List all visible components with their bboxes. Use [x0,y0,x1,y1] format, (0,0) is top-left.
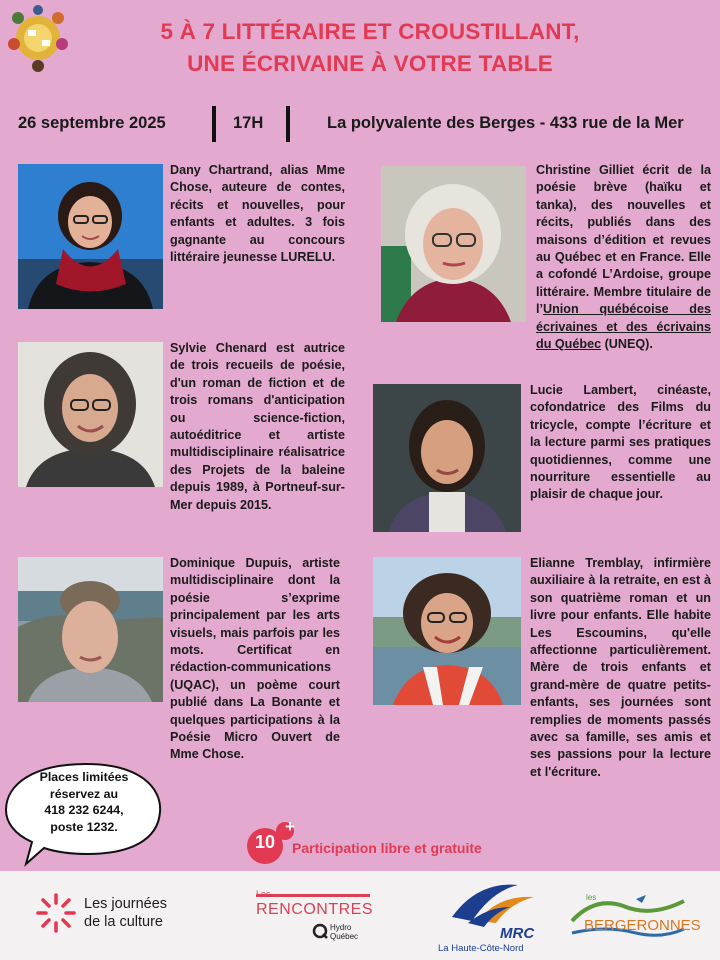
event-info [0,106,720,142]
bio-sylvie-chenard: Sylvie Chenard est autrice de trois recueils de poésie, d'un roman de fiction et de trois romans d'anticipation ou science-fiction, autoéditrice et artiste multidisciplinaire réalisatrice des Projets de la baleine depuis 1989, à Portneuf-sur-Mer depuis 2015. [170,341,345,512]
bergeronnes-small: les [586,893,597,902]
participation-text: Participation libre et gratuite [292,840,482,856]
age-badge-plus: + [285,817,295,836]
hydro-quebec-text [330,923,358,941]
hydro-line: Hydro [330,923,352,932]
culture-line: Les journées [84,896,168,912]
mrc-subtitle: La Haute-Côte-Nord [438,943,524,954]
phone-number: 418 232 6244, [44,803,124,817]
hydro-quebec-icon [312,923,328,939]
rencontres-rule [256,894,370,897]
culture-line: de la culture [84,914,163,930]
bio-christine-text: Christine Gilliet écrit de la poésie brève (haïku et tanka), des nouvelles et récits, publiés dans des maisons d’édition et revues au Québec et en France. Elle a cofondé L’Ardoise, groupe littéraire. Membre titulaire de l’ [536,163,711,317]
photo-christine-gilliet [381,166,526,322]
table-logo [4,4,72,72]
mrc-logo: MRC [500,925,535,942]
title-line-1: 5 À 7 LITTÉRAIRE ET CROUSTILLANT, [160,19,580,44]
hydro-line: Québec [330,932,359,941]
culture-logo-text [84,895,167,931]
bubble-line: Places limitées [39,770,129,784]
bio-dany-chartrand: Dany Chartrand, alias Mme Chose, auteure de contes, récits et nouvelles, pour enfants et adultes. 3 fois gagnante au concours littéraire jeunesse LURELU. [170,163,345,265]
page-title [90,16,650,80]
event-time: 17H [233,114,264,132]
bio-christine-gilliet [536,162,711,353]
bubble-line: réservez au [49,786,119,801]
photo-dominique-dupuis [18,557,163,702]
bergeronnes-logo: BERGERONNES [584,917,701,934]
bio-elianne-tremblay: Elianne Tremblay, infirmière auxiliaire à la retraite, en est à son quatrième roman et un livre pour enfants. Elle habite Les Escoumins, qu'elle affectionne particulièrement. Mère de trois enfants et grand-mère de quatre petits-enfants, ses journées sont remplies de moments passés avec sa famille, ses amis et ses passions pour la lecture et l'écriture. [530,556,711,779]
sponsor-footer [0,871,720,960]
bio-dominique-dupuis: Dominique Dupuis, artiste multidisciplinaire dont la poésie s’exprime principalement par les arts visuels, mais parfois par les mots. Certificat en rédaction-communications (UQAC), un poème court publié dans La Bonante et quelques participations à la Poésie Micro Ouvert de Mme Chose. [170,556,340,762]
event-date: 26 septembre 2025 [18,114,166,132]
reservation-text [24,769,144,835]
uneq-link[interactable]: Union québécoise des écrivaines et des écrivains du Québec [536,302,711,352]
photo-sylvie-chenard [18,342,163,487]
age-badge-number: 10 [254,832,276,852]
divider [212,106,216,142]
photo-lucie-lambert [373,384,521,532]
event-venue: La polyvalente des Berges - 433 rue de la Mer [327,114,684,132]
rencontres-logo: RENCONTRES [256,901,374,918]
bio-lucie-lambert: Lucie Lambert, cinéaste, cofondatrice des Films du tricycle, compte l’écriture et la lecture parmi ses pratiques quotidiennes, comme une nourriture essentielle au plaisir de chaque jour. [530,383,711,502]
title-line-2: UNE ÉCRIVAINE À VOTRE TABLE [187,51,553,76]
divider [286,106,290,142]
culture-sunburst-icon [34,891,78,935]
bio-christine-end: (UNEQ). [601,337,653,352]
bubble-line: poste 1232. [50,819,118,834]
photo-dany-chartrand [18,164,163,309]
photo-elianne-tremblay [373,557,521,705]
